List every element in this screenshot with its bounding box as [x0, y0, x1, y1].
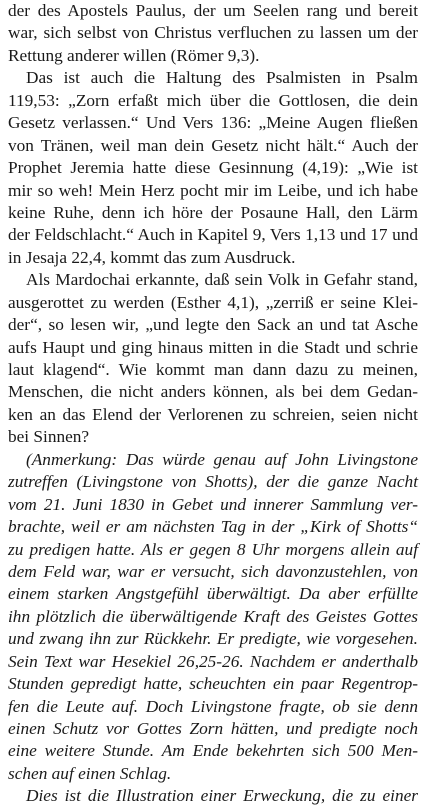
- page-body-text: [8, 0, 418, 808]
- paragraph: [8, 449, 418, 786]
- paragraph: [8, 785, 418, 807]
- text-line: in Jesaja 22,4, kommt das zum Ausdruck.: [8, 247, 296, 267]
- text-line: Dies ist die Illustration einer Erweckung, die zu einer: [26, 786, 418, 806]
- text-line: einen Schutz vor Gottes Zorn hätten, und predigte noch: [8, 719, 418, 738]
- text-line: Stunden gepredigt hatte, scheuchten ein paar Regentrop-: [8, 674, 418, 694]
- text-line: von Tränen, weil man dein Gesetz nicht hält.“ Auch der: [8, 135, 418, 155]
- text-line: bei Sinnen?: [8, 427, 90, 447]
- text-line: Als Mardochai erkannte, daß sein Volk in Gefahr stand,: [26, 270, 418, 290]
- text-line: ausgerottet zu werden (Esther 4,1), „zerriß er seine Klei-: [8, 292, 418, 312]
- paragraph: [8, 269, 418, 449]
- text-line: 119,53: „Zorn erfaßt mich über die Gottlosen, die dein: [8, 90, 418, 110]
- text-line: fen die Leute auf. Doch Livingstone fragte, ob sie denn: [8, 696, 418, 716]
- text-line: Rettung anderer willen (Römer 9,3).: [8, 45, 260, 65]
- text-line: Das ist auch die Haltung des Psalmisten in Psalm: [26, 68, 418, 88]
- text-line: zutreffen (Livingstone von Shotts), der die ganze Nacht: [8, 472, 418, 492]
- text-line: zu predigen hatte. Als er gegen 8 Uhr morgens allein auf: [8, 539, 418, 559]
- text-line: Prophet Jeremia hatte diese Gesinnung (4,19): „Wie ist: [8, 158, 418, 178]
- text-line: eine weitere Stunde. Am Ende bekehrten sich 500 Men-: [8, 741, 418, 761]
- text-line: der“, so lesen wir, „und legte den Sack an und tat Asche: [8, 315, 418, 335]
- text-line: dem Feld war, war er versucht, sich davonzustehlen, von: [8, 561, 418, 581]
- text-line: laut klagend“. Wie kommt man dann dazu zu meinen,: [8, 360, 418, 379]
- text-line: einem starken Angstgefühl überwältigt. Da aber erfüllte: [8, 584, 418, 604]
- text-line: Sein Text war Hesekiel 26,25-26. Nachdem er anderthalb: [8, 651, 418, 671]
- text-line: ken an das Elend der Verlorenen zu schreien, seien nicht: [8, 404, 418, 424]
- text-line: (Anmerkung: Das würde genau auf John Livingstone: [26, 449, 418, 469]
- text-line: schen auf einen Schlag.: [8, 763, 172, 783]
- paragraph: [8, 0, 418, 67]
- text-line: aufs Haupt und ging hinaus mitten in die Stadt und schrie: [8, 337, 418, 357]
- paragraph: [8, 67, 418, 269]
- text-line: war, sich selbst von Christus verfluchen zu lassen um der: [8, 23, 418, 43]
- text-line: keine Ruhe, denn ich höre der Posaune Hall, den Lärm: [8, 202, 418, 222]
- text-line: und zwang ihn zur Rückkehr. Er predigte, wie vorgesehen.: [8, 629, 418, 649]
- text-line: der Feldschlacht.“ Auch in Kapitel 9, Vers 1,13 und 17 und: [8, 225, 418, 245]
- text-line: Menschen, die nicht anders können, als bei dem Gedan-: [8, 382, 418, 402]
- text-line: mir so weh! Mein Herz pocht mir im Leibe, und ich habe: [8, 180, 418, 200]
- book-page: [8, 0, 418, 806]
- text-line: vom 21. Juni 1830 in Gebet und innerer Sammlung ver-: [8, 494, 418, 514]
- text-line: der des Apostels Paulus, der um Seelen rang und bereit: [8, 1, 418, 20]
- text-line: Gesetz verlassen.“ Und Vers 136: „Meine Augen fließen: [8, 113, 418, 133]
- text-line: ihn plötzlich die überwältigende Kraft des Geistes Gottes: [8, 606, 418, 626]
- text-line: brachte, weil er am nächsten Tag in der „Kirk of Shotts“: [8, 517, 418, 537]
